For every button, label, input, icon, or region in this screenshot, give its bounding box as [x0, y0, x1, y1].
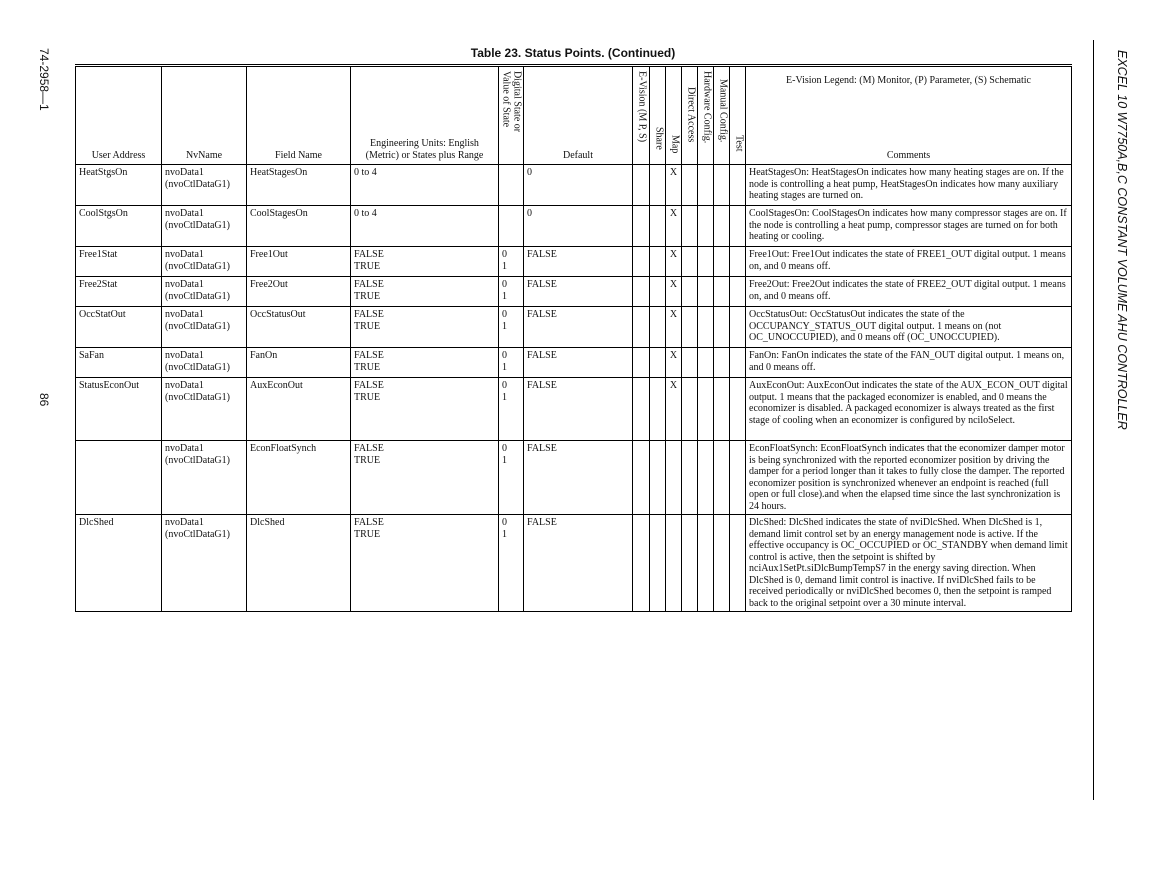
cell-hardware-config	[698, 307, 714, 348]
header-map	[666, 66, 682, 165]
nv-name-line-1: nvoData1	[165, 350, 204, 361]
table-row	[76, 277, 1072, 307]
cell-manual-config	[714, 515, 730, 612]
header-digital-state-line-1: Digital State or	[511, 71, 523, 133]
nv-name-line-1: nvoData1	[165, 517, 204, 528]
cell-share	[650, 378, 666, 441]
cell-user-address: Free2Stat	[76, 277, 162, 307]
nv-name-line-1: nvoData1	[165, 208, 204, 219]
cell-field-name: DlcShed	[247, 515, 351, 612]
cell-evision	[633, 277, 650, 307]
cell-hardware-config	[698, 441, 714, 515]
cell-hardware-config	[698, 348, 714, 378]
cell-user-address: SaFan	[76, 348, 162, 378]
cell-user-address: CoolStgsOn	[76, 206, 162, 247]
table-row	[76, 247, 1072, 277]
cell-share	[650, 307, 666, 348]
cell-engineering-units	[351, 206, 499, 247]
cell-user-address	[76, 441, 162, 515]
units-line-2: TRUE	[354, 454, 381, 466]
cell-test	[730, 307, 746, 348]
cell-default: 0	[524, 165, 633, 206]
cell-manual-config	[714, 378, 730, 441]
table-row	[76, 165, 1072, 206]
cell-comments: FanOn: FanOn indicates the state of the FAN_OUT digital output. 1 means on, and 0 means off.	[746, 348, 1072, 378]
cell-field-name: AuxEconOut	[247, 378, 351, 441]
units-line-2: TRUE	[354, 391, 381, 403]
units-line-1: 0 to 4	[354, 167, 377, 178]
header-digital-state	[499, 66, 524, 165]
header-comments-label: Comments	[886, 149, 931, 161]
units-line-1: 0 to 4	[354, 208, 377, 219]
nv-name-line-1: nvoData1	[165, 279, 204, 290]
state-line-1: 0	[502, 380, 507, 391]
cell-comments: HeatStagesOn: HeatStagesOn indicates how many heating stages are on. If the node is controlling a heat pump, HeatStagesOn indicates how many auxiliary heating stages are turned on.	[746, 165, 1072, 206]
cell-nv-name	[162, 441, 247, 515]
cell-user-address: StatusEconOut	[76, 378, 162, 441]
cell-manual-config	[714, 277, 730, 307]
cell-nv-name	[162, 307, 247, 348]
nv-name-line-2: (nvoCtlDataG1)	[165, 260, 230, 272]
state-line-1: 0	[502, 309, 507, 320]
cell-engineering-units	[351, 515, 499, 612]
table-row	[76, 206, 1072, 247]
cell-comments: Free1Out: Free1Out indicates the state of FREE1_OUT digital output. 1 means on, and 0 means off.	[746, 247, 1072, 277]
cell-default: FALSE	[524, 247, 633, 277]
cell-map: X	[666, 307, 682, 348]
cell-direct-access	[682, 277, 698, 307]
cell-hardware-config	[698, 165, 714, 206]
cell-engineering-units	[351, 348, 499, 378]
cell-digital-state	[499, 307, 524, 348]
cell-direct-access	[682, 348, 698, 378]
header-comments	[746, 66, 1072, 165]
units-line-1: FALSE	[354, 380, 384, 391]
cell-evision	[633, 165, 650, 206]
header-evision	[633, 66, 650, 165]
cell-share	[650, 165, 666, 206]
cell-map: X	[666, 277, 682, 307]
cell-user-address: OccStatOut	[76, 307, 162, 348]
document-number: 74-2958—1	[37, 48, 51, 111]
cell-test	[730, 206, 746, 247]
cell-comments: DlcShed: DlcShed indicates the state of nviDlcShed. When DlcShed is 1, demand limit control set by an energy management node is active. If the effective occupancy is OC_OCCUPIED or OC_STANDBY when demand limit control is active, then the setpoint is shifted by nciAux1SetPt.siDlcBumpTempS7 in the energy saving direction. When DlcShed is 0, demand limit control is inactive. If nviDlcShed fails to be received periodically or nviDlcShed becomes 0, then the setpoint is ramped back to the original setpoint over a 30 minute interval.	[746, 515, 1072, 612]
cell-share	[650, 441, 666, 515]
cell-digital-state	[499, 348, 524, 378]
cell-nv-name	[162, 247, 247, 277]
units-line-2: TRUE	[354, 260, 381, 272]
cell-nv-name	[162, 277, 247, 307]
cell-user-address: DlcShed	[76, 515, 162, 612]
units-line-2: TRUE	[354, 361, 381, 373]
cell-manual-config	[714, 348, 730, 378]
cell-evision	[633, 348, 650, 378]
cell-digital-state	[499, 165, 524, 206]
nv-name-line-2: (nvoCtlDataG1)	[165, 361, 230, 373]
cell-digital-state	[499, 378, 524, 441]
nv-name-line-2: (nvoCtlDataG1)	[165, 290, 230, 302]
state-line-1: 0	[502, 443, 507, 454]
cell-test	[730, 247, 746, 277]
units-line-1: FALSE	[354, 443, 384, 454]
nv-name-line-1: nvoData1	[165, 309, 204, 320]
cell-test	[730, 441, 746, 515]
cell-field-name: Free2Out	[247, 277, 351, 307]
cell-nv-name	[162, 206, 247, 247]
cell-comments: OccStatusOut: OccStatusOut indicates the state of the OCCUPANCY_STATUS_OUT digital output. 1 means on (not OC_UNOCCUPIED), and 0 means off (OC_UNOCCUPIED).	[746, 307, 1072, 348]
cell-default: FALSE	[524, 441, 633, 515]
cell-comments: AuxEconOut: AuxEconOut indicates the state of the AUX_ECON_OUT digital output. 1 means that the packaged economizer is enabled, and 0 means the economizer is disabled. A packaged economizer is always treated as the first stage of cooling when an economizer is configured by nciloSelect.	[746, 378, 1072, 441]
nv-name-line-2: (nvoCtlDataG1)	[165, 454, 230, 466]
cell-share	[650, 515, 666, 612]
status-points-table	[75, 64, 1072, 612]
header-share-label: Share	[652, 127, 664, 150]
cell-evision	[633, 378, 650, 441]
header-direct-access-label: Direct Access	[684, 87, 696, 143]
cell-evision	[633, 515, 650, 612]
cell-hardware-config	[698, 247, 714, 277]
cell-field-name: Free1Out	[247, 247, 351, 277]
header-field-name: Field Name	[247, 66, 351, 165]
cell-engineering-units	[351, 307, 499, 348]
header-test-label: Test	[732, 135, 744, 152]
cell-nv-name	[162, 348, 247, 378]
units-line-2: TRUE	[354, 528, 381, 540]
cell-direct-access	[682, 247, 698, 277]
cell-default: FALSE	[524, 307, 633, 348]
cell-engineering-units	[351, 277, 499, 307]
table-row	[76, 515, 1072, 612]
state-line-1: 0	[502, 279, 507, 290]
nv-name-line-2: (nvoCtlDataG1)	[165, 528, 230, 540]
cell-map: X	[666, 247, 682, 277]
nv-name-line-1: nvoData1	[165, 443, 204, 454]
header-engineering-units: Engineering Units: English (Metric) or States plus Range	[351, 66, 499, 165]
page-number: 86	[37, 393, 51, 407]
cell-manual-config	[714, 206, 730, 247]
state-line-2: 1	[502, 361, 507, 373]
cell-comments: Free2Out: Free2Out indicates the state of FREE2_OUT digital output. 1 means on, and 0 means off.	[746, 277, 1072, 307]
cell-direct-access	[682, 307, 698, 348]
running-head: EXCEL 10 W7750A,B,C CONSTANT VOLUME AHU CONTROLLER	[1115, 50, 1129, 430]
table-row	[76, 441, 1072, 515]
cell-evision	[633, 247, 650, 277]
cell-test	[730, 348, 746, 378]
state-line-2: 1	[502, 528, 507, 540]
cell-engineering-units	[351, 165, 499, 206]
evision-legend: E-Vision Legend: (M) Monitor, (P) Parameter, (S) Schematic	[786, 75, 1031, 86]
cell-evision	[633, 441, 650, 515]
cell-default: FALSE	[524, 378, 633, 441]
cell-map	[666, 515, 682, 612]
left-margin	[34, 48, 54, 448]
cell-test	[730, 277, 746, 307]
cell-digital-state	[499, 441, 524, 515]
nv-name-line-2: (nvoCtlDataG1)	[165, 391, 230, 403]
units-line-1: FALSE	[354, 309, 384, 320]
cell-default: 0	[524, 206, 633, 247]
table-row	[76, 378, 1072, 441]
cell-user-address: Free1Stat	[76, 247, 162, 277]
cell-hardware-config	[698, 378, 714, 441]
cell-default: FALSE	[524, 277, 633, 307]
nv-name-line-2: (nvoCtlDataG1)	[165, 178, 230, 190]
cell-user-address: HeatStgsOn	[76, 165, 162, 206]
cell-map: X	[666, 378, 682, 441]
cell-field-name: OccStatusOut	[247, 307, 351, 348]
cell-map: X	[666, 348, 682, 378]
cell-share	[650, 247, 666, 277]
nv-name-line-1: nvoData1	[165, 249, 204, 260]
cell-engineering-units	[351, 441, 499, 515]
table-row	[76, 348, 1072, 378]
nv-name-line-2: (nvoCtlDataG1)	[165, 219, 230, 231]
state-line-2: 1	[502, 260, 507, 272]
cell-manual-config	[714, 307, 730, 348]
cell-digital-state	[499, 247, 524, 277]
units-line-2: TRUE	[354, 320, 381, 332]
cell-map: X	[666, 206, 682, 247]
cell-field-name: EconFloatSynch	[247, 441, 351, 515]
units-line-1: FALSE	[354, 279, 384, 290]
state-line-1: 0	[502, 517, 507, 528]
header-manual-config-label: Manual Config.	[716, 79, 728, 143]
header-map-label: Map	[668, 135, 680, 154]
state-line-1: 0	[502, 249, 507, 260]
cell-digital-state	[499, 515, 524, 612]
cell-manual-config	[714, 441, 730, 515]
nv-name-line-1: nvoData1	[165, 380, 204, 391]
cell-map: X	[666, 165, 682, 206]
header-default: Default	[524, 66, 633, 165]
header-evision-label: E-Vision (M P, S)	[636, 71, 648, 143]
cell-engineering-units	[351, 378, 499, 441]
cell-nv-name	[162, 378, 247, 441]
cell-direct-access	[682, 378, 698, 441]
header-share	[650, 66, 666, 165]
cell-test	[730, 165, 746, 206]
cell-direct-access	[682, 441, 698, 515]
units-line-1: FALSE	[354, 350, 384, 361]
cell-direct-access	[682, 515, 698, 612]
nv-name-line-2: (nvoCtlDataG1)	[165, 320, 230, 332]
table-row	[76, 307, 1072, 348]
cell-share	[650, 348, 666, 378]
cell-field-name: HeatStagesOn	[247, 165, 351, 206]
state-line-2: 1	[502, 320, 507, 332]
cell-test	[730, 515, 746, 612]
cell-field-name: CoolStagesOn	[247, 206, 351, 247]
cell-nv-name	[162, 515, 247, 612]
cell-direct-access	[682, 206, 698, 247]
cell-nv-name	[162, 165, 247, 206]
nv-name-line-1: nvoData1	[165, 167, 204, 178]
cell-share	[650, 277, 666, 307]
units-line-1: FALSE	[354, 517, 384, 528]
cell-digital-state	[499, 277, 524, 307]
cell-comments: EconFloatSynch: EconFloatSynch indicates that the economizer damper motor is being synchronized with the reported economizer position by driving the damper for a period longer than it takes to fully close the damper. The reported economizer position is synchronized whenever an endpoint is reached (full open or full close).and when the elapsed time since the last synchronization is 24 hours.	[746, 441, 1072, 515]
units-line-2: TRUE	[354, 290, 381, 302]
cell-default: FALSE	[524, 515, 633, 612]
cell-evision	[633, 206, 650, 247]
header-manual-config	[714, 66, 730, 165]
cell-share	[650, 206, 666, 247]
cell-hardware-config	[698, 206, 714, 247]
header-user-address: User Address	[76, 66, 162, 165]
table-title: Table 23. Status Points. (Continued)	[470, 46, 676, 60]
cell-engineering-units	[351, 247, 499, 277]
cell-comments: CoolStagesOn: CoolStagesOn indicates how many compressor stages are on. If the node is controlling a heat pump, compressor stages are turned on for both heating or cooling.	[746, 206, 1072, 247]
header-hardware-config-label: Hardware Config.	[700, 71, 712, 144]
header-nv-name: NvName	[162, 66, 247, 165]
header-digital-state-line-2: Value of State	[501, 71, 512, 128]
state-line-2: 1	[502, 454, 507, 466]
state-line-2: 1	[502, 290, 507, 302]
cell-map	[666, 441, 682, 515]
cell-hardware-config	[698, 277, 714, 307]
right-margin	[1093, 40, 1129, 800]
header-hardware-config	[698, 66, 714, 165]
header-test	[730, 66, 746, 165]
cell-manual-config	[714, 165, 730, 206]
cell-digital-state	[499, 206, 524, 247]
units-line-1: FALSE	[354, 249, 384, 260]
cell-default: FALSE	[524, 348, 633, 378]
header-direct-access	[682, 66, 698, 165]
state-line-1: 0	[502, 350, 507, 361]
cell-direct-access	[682, 165, 698, 206]
header-row	[76, 66, 1072, 165]
state-line-2: 1	[502, 391, 507, 403]
cell-evision	[633, 307, 650, 348]
cell-hardware-config	[698, 515, 714, 612]
cell-manual-config	[714, 247, 730, 277]
cell-test	[730, 378, 746, 441]
cell-field-name: FanOn	[247, 348, 351, 378]
